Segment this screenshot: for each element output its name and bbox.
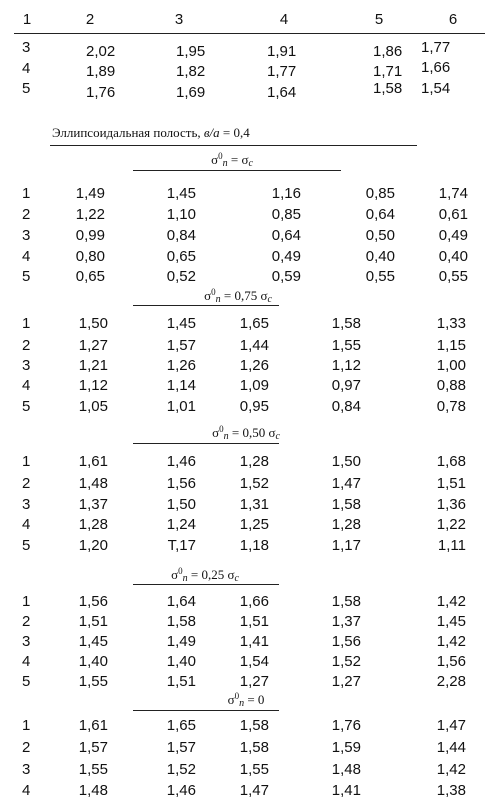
cell-value: 1,86: [373, 43, 403, 60]
cell-value: 1,20: [78, 537, 108, 554]
cell-value: 0,85: [365, 185, 395, 202]
cell-value: 1,01: [166, 398, 196, 415]
row-number: 2: [22, 613, 31, 630]
cell-value: 1,91: [267, 43, 297, 60]
row-number: 3: [22, 761, 31, 778]
cell-value: 1,27: [78, 337, 108, 354]
cell-value: 1,58: [239, 717, 269, 734]
cell-value: 1,65: [166, 717, 196, 734]
cell-value: 1,46: [166, 453, 196, 470]
cell-value: 1,31: [239, 496, 269, 513]
cell-value: 1,76: [86, 84, 116, 101]
row-number: 2: [22, 337, 31, 354]
cell-value: 0,80: [75, 248, 105, 265]
cell-value: 1,22: [436, 516, 466, 533]
cell-value: 1,22: [75, 206, 105, 223]
row-number: 1: [22, 593, 31, 610]
cell-value: 1,18: [239, 537, 269, 554]
cell-value: 1,51: [166, 673, 196, 690]
cell-value: 1,95: [176, 43, 206, 60]
cell-value: 1,48: [78, 475, 108, 492]
cell-value: 0,64: [365, 206, 395, 223]
cell-value: 1,89: [86, 63, 116, 80]
row-number: 3: [22, 357, 31, 374]
cell-value: 0,59: [271, 268, 301, 285]
ellipse-cavity-title: Эллипсоидальная полость, в/а = 0,4: [52, 125, 250, 140]
cell-value: 1,28: [239, 453, 269, 470]
column-header: 4: [279, 11, 289, 28]
cell-value: 0,55: [365, 268, 395, 285]
cell-value: 1,38: [436, 782, 466, 799]
row-number: 5: [22, 537, 31, 554]
cell-value: 1,40: [78, 653, 108, 670]
cell-value: 1,51: [78, 613, 108, 630]
row-number: 5: [22, 398, 31, 415]
cell-value: 0,49: [271, 248, 301, 265]
section-stress-label: $\sigma^0_n = \sigma_c$: [211, 151, 253, 169]
cell-value: 1,57: [166, 739, 196, 756]
cell-value: 1,00: [436, 357, 466, 374]
cell-value: 0,52: [166, 268, 196, 285]
cell-value: 1,58: [331, 315, 361, 332]
section-label-underline: [133, 584, 279, 585]
cell-value: 1,44: [436, 739, 466, 756]
cell-value: 1,56: [436, 653, 466, 670]
cell-value: 1,24: [166, 516, 196, 533]
section-label-underline: [133, 443, 279, 444]
cell-value: 1,10: [166, 206, 196, 223]
row-number: 5: [22, 673, 31, 690]
cell-value: 1,57: [78, 739, 108, 756]
column-header: 1: [22, 11, 32, 28]
cell-value: 1,58: [239, 739, 269, 756]
cell-value: 0,55: [438, 268, 468, 285]
cell-value: 0,61: [438, 206, 468, 223]
cell-value: 1,16: [271, 185, 301, 202]
cell-value: 1,66: [421, 59, 451, 76]
cell-value: 1,65: [239, 315, 269, 332]
row-number: 3: [22, 633, 31, 650]
cell-value: 1,77: [267, 63, 297, 80]
cell-value: 1,77: [421, 39, 451, 56]
cell-value: 1,48: [331, 761, 361, 778]
cell-value: 0,40: [438, 248, 468, 265]
cell-value: 1,82: [176, 63, 206, 80]
cell-value: 1,52: [239, 475, 269, 492]
cell-value: 1,44: [239, 337, 269, 354]
row-number: 2: [22, 206, 31, 223]
cell-value: 1,55: [239, 761, 269, 778]
cell-value: 1,58: [166, 613, 196, 630]
row-number: 3: [22, 496, 31, 513]
cell-value: 1,55: [78, 761, 108, 778]
cell-value: 1,40: [166, 653, 196, 670]
cell-value: 1,37: [331, 613, 361, 630]
cell-value: 1,47: [436, 717, 466, 734]
cell-value: 0,84: [166, 227, 196, 244]
row-number: 1: [22, 717, 31, 734]
cell-value: 2,02: [86, 43, 116, 60]
column-header: 2: [85, 11, 95, 28]
section-label-underline: [133, 710, 279, 711]
cell-value: 1,56: [78, 593, 108, 610]
column-header: 3: [174, 11, 184, 28]
cell-value: 1,54: [239, 653, 269, 670]
cell-value: 0,64: [271, 227, 301, 244]
row-number: 1: [22, 453, 31, 470]
cell-value: 1,47: [239, 782, 269, 799]
column-header: 5: [374, 11, 384, 28]
cell-value: 1,56: [166, 475, 196, 492]
row-number: 4: [22, 516, 31, 533]
cell-value: 1,17: [331, 537, 361, 554]
cell-value: 1,26: [166, 357, 196, 374]
cell-value: 1,54: [421, 80, 451, 97]
cell-value: 1,57: [166, 337, 196, 354]
cell-value: 0,65: [75, 268, 105, 285]
cell-value: 1,52: [331, 653, 361, 670]
cell-value: 0,84: [331, 398, 361, 415]
row-number: 4: [22, 782, 31, 799]
cell-value: 1,42: [436, 633, 466, 650]
cell-value: 1,55: [78, 673, 108, 690]
cell-value: 0,50: [365, 227, 395, 244]
cell-value: 0,40: [365, 248, 395, 265]
cell-value: 1,50: [166, 496, 196, 513]
cell-value: 1,58: [331, 593, 361, 610]
cell-value: 1,37: [78, 496, 108, 513]
header-divider: [14, 33, 485, 34]
cell-value: 1,21: [78, 357, 108, 374]
cell-value: 1,26: [239, 357, 269, 374]
row-number: 4: [22, 377, 31, 394]
row-number: 1: [22, 185, 31, 202]
cell-value: 0,99: [75, 227, 105, 244]
cell-value: 1,45: [166, 185, 196, 202]
cell-value: 1,12: [331, 357, 361, 374]
column-header: 6: [448, 11, 458, 28]
cell-value: 2,28: [436, 673, 466, 690]
section-stress-label: $\sigma^0_n = 0,25$ $\sigma_c$: [171, 566, 239, 584]
cell-value: 1,66: [239, 593, 269, 610]
cell-value: Т,17: [167, 537, 196, 554]
section-stress-label: $\sigma^0_n = 0,75$ $\sigma_c$: [204, 287, 272, 305]
cell-value: 1,33: [436, 315, 466, 332]
cell-value: 1,61: [78, 717, 108, 734]
row-number: 1: [22, 315, 31, 332]
cell-value: 1,49: [75, 185, 105, 202]
cell-value: 1,59: [331, 739, 361, 756]
cell-value: 1,45: [436, 613, 466, 630]
cell-value: 1,12: [78, 377, 108, 394]
cell-value: 1,41: [331, 782, 361, 799]
row-number: 5: [22, 268, 31, 285]
cell-value: 1,50: [331, 453, 361, 470]
cell-value: 1,52: [166, 761, 196, 778]
cell-value: 1,71: [373, 63, 403, 80]
cell-value: 1,64: [166, 593, 196, 610]
cell-value: 1,28: [78, 516, 108, 533]
cell-value: 0,78: [436, 398, 466, 415]
cell-value: 0,65: [166, 248, 196, 265]
row-number: 3: [22, 39, 31, 56]
row-number: 5: [22, 80, 31, 97]
cell-value: 1,11: [437, 537, 466, 554]
row-number: 4: [22, 653, 31, 670]
cell-value: 0,95: [239, 398, 269, 415]
row-number: 4: [22, 248, 31, 265]
row-number: 2: [22, 739, 31, 756]
cell-value: 1,45: [166, 315, 196, 332]
cell-value: 1,05: [78, 398, 108, 415]
section-stress-label: $\sigma^0_n = 0,50$ $\sigma_c$: [212, 424, 280, 442]
cell-value: 1,15: [436, 337, 466, 354]
section-stress-label: $\sigma^0_n = 0$: [227, 691, 265, 709]
cell-value: 1,42: [436, 593, 466, 610]
cell-value: 1,27: [239, 673, 269, 690]
title-underline: [50, 145, 417, 146]
cell-value: 1,48: [78, 782, 108, 799]
cell-value: 1,45: [78, 633, 108, 650]
cell-value: 1,58: [373, 80, 403, 97]
section-label-underline: [133, 170, 341, 171]
cell-value: 1,58: [331, 496, 361, 513]
cell-value: 1,46: [166, 782, 196, 799]
cell-value: 1,50: [78, 315, 108, 332]
cell-value: 1,09: [239, 377, 269, 394]
cell-value: 1,49: [166, 633, 196, 650]
row-number: 4: [22, 60, 31, 77]
cell-value: 1,64: [267, 84, 297, 101]
cell-value: 1,27: [331, 673, 361, 690]
cell-value: 1,55: [331, 337, 361, 354]
cell-value: 1,61: [78, 453, 108, 470]
cell-value: 1,74: [438, 185, 468, 202]
cell-value: 1,28: [331, 516, 361, 533]
row-number: 3: [22, 227, 31, 244]
cell-value: 1,25: [239, 516, 269, 533]
cell-value: 0,97: [331, 377, 361, 394]
row-number: 2: [22, 475, 31, 492]
cell-value: 1,36: [436, 496, 466, 513]
cell-value: 1,56: [331, 633, 361, 650]
cell-value: 1,76: [331, 717, 361, 734]
cell-value: 1,51: [436, 475, 466, 492]
cell-value: 1,69: [176, 84, 206, 101]
cell-value: 0,49: [438, 227, 468, 244]
cell-value: 1,51: [239, 613, 269, 630]
cell-value: 1,42: [436, 761, 466, 778]
cell-value: 0,88: [436, 377, 466, 394]
cell-value: 0,85: [271, 206, 301, 223]
cell-value: 1,47: [331, 475, 361, 492]
cell-value: 1,14: [166, 377, 196, 394]
cell-value: 1,41: [239, 633, 269, 650]
section-label-underline: [133, 305, 279, 306]
cell-value: 1,68: [436, 453, 466, 470]
